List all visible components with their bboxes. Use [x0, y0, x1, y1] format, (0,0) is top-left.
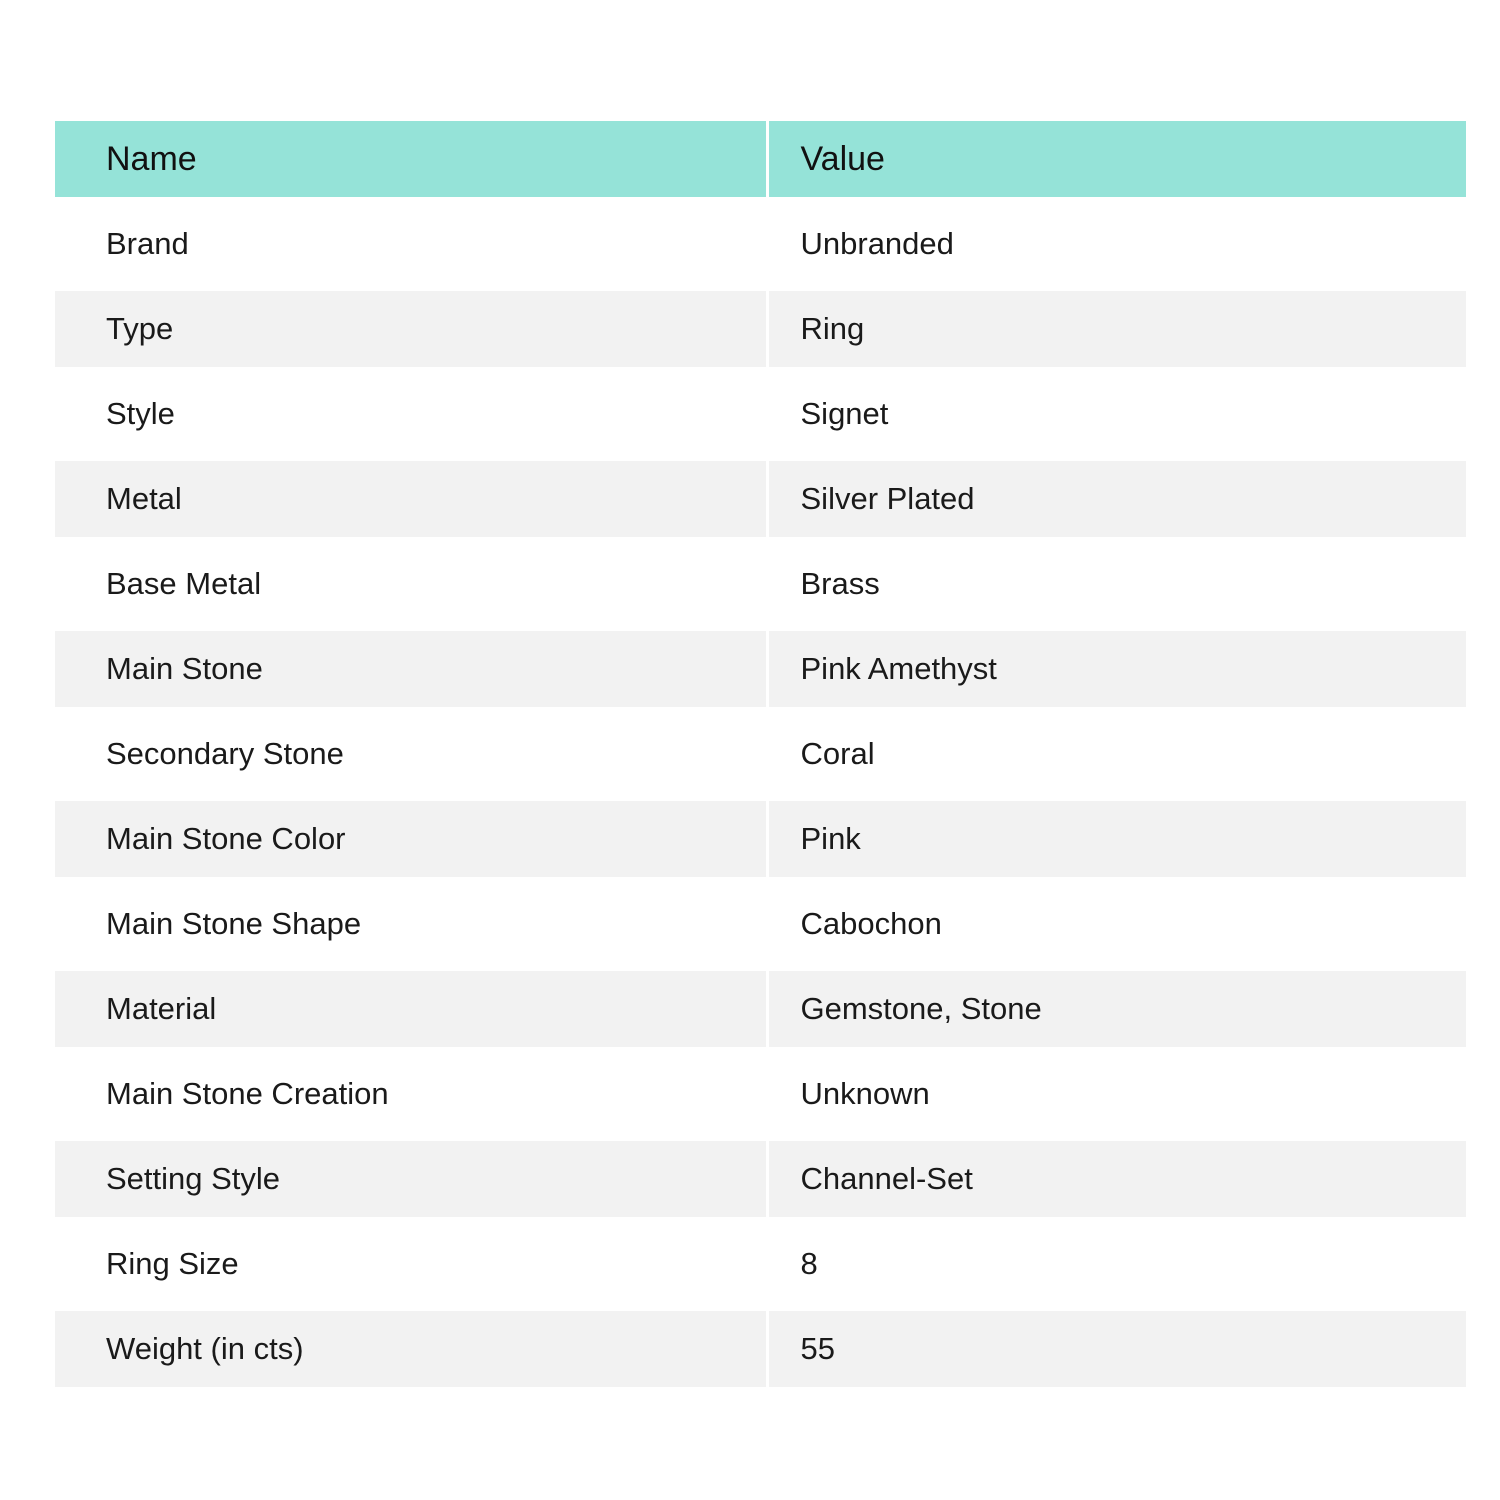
- table-row: [55, 801, 1466, 877]
- table-row: [55, 291, 1466, 367]
- row-value-cell: Signet: [767, 367, 1466, 461]
- row-value-cell: Gemstone, Stone: [767, 971, 1466, 1047]
- row-value-cell: Unbranded: [767, 197, 1466, 291]
- row-value-cell: Brass: [767, 537, 1466, 631]
- row-value-cell: Coral: [767, 707, 1466, 801]
- row-name-cell: Type: [55, 291, 767, 367]
- row-value-cell: Pink: [767, 801, 1466, 877]
- row-value-cell: Channel-Set: [767, 1141, 1466, 1217]
- attributes-table: [55, 121, 1466, 1387]
- table-row: [55, 1217, 1466, 1311]
- row-name-cell: Metal: [55, 461, 767, 537]
- table-body: [55, 197, 1466, 1387]
- row-value-cell: Unknown: [767, 1047, 1466, 1141]
- table-row: [55, 877, 1466, 971]
- table-row: [55, 537, 1466, 631]
- column-header-value: Value: [767, 121, 1466, 197]
- header-row: [55, 121, 1466, 197]
- row-name-cell: Secondary Stone: [55, 707, 767, 801]
- row-name-cell: Main Stone Color: [55, 801, 767, 877]
- row-value-cell: Cabochon: [767, 877, 1466, 971]
- row-name-cell: Base Metal: [55, 537, 767, 631]
- column-header-name: Name: [55, 121, 767, 197]
- row-value-cell: Silver Plated: [767, 461, 1466, 537]
- row-name-cell: Setting Style: [55, 1141, 767, 1217]
- row-name-cell: Main Stone Creation: [55, 1047, 767, 1141]
- row-name-cell: Brand: [55, 197, 767, 291]
- attributes-table-container: [55, 121, 1466, 1387]
- table-header: [55, 121, 1466, 197]
- row-name-cell: Main Stone Shape: [55, 877, 767, 971]
- row-name-cell: Style: [55, 367, 767, 461]
- table-row: [55, 1141, 1466, 1217]
- table-row: [55, 631, 1466, 707]
- row-value-cell: Ring: [767, 291, 1466, 367]
- row-name-cell: Main Stone: [55, 631, 767, 707]
- row-value-cell: Pink Amethyst: [767, 631, 1466, 707]
- row-value-cell: 55: [767, 1311, 1466, 1387]
- table-row: [55, 197, 1466, 291]
- row-value-cell: 8: [767, 1217, 1466, 1311]
- table-row: [55, 1047, 1466, 1141]
- row-name-cell: Weight (in cts): [55, 1311, 767, 1387]
- table-row: [55, 1311, 1466, 1387]
- table-row: [55, 971, 1466, 1047]
- row-name-cell: Ring Size: [55, 1217, 767, 1311]
- table-row: [55, 461, 1466, 537]
- table-row: [55, 707, 1466, 801]
- table-row: [55, 367, 1466, 461]
- row-name-cell: Material: [55, 971, 767, 1047]
